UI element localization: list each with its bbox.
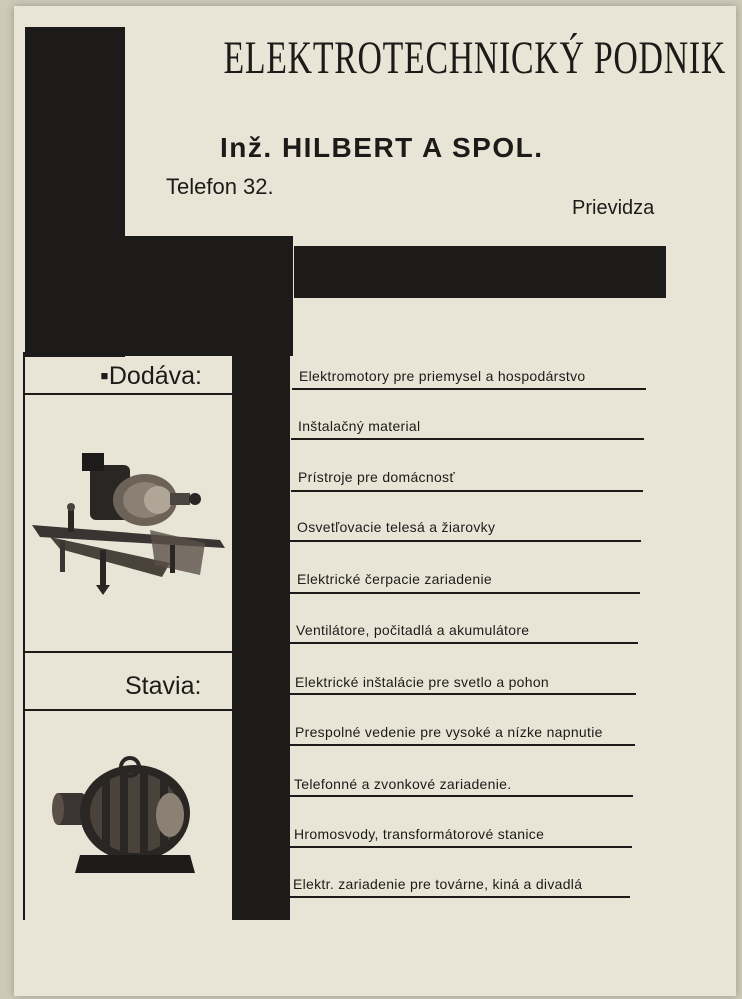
service-underline xyxy=(291,490,643,492)
supplies-label: ▪Dodáva: xyxy=(100,362,202,390)
service-underline xyxy=(287,846,632,848)
motor-illustration xyxy=(50,755,195,880)
company-name: Inž. HILBERT A SPOL. xyxy=(220,132,544,163)
phone-number: Telefon 32. xyxy=(166,174,274,199)
service-underline xyxy=(290,592,640,594)
service-underline xyxy=(289,642,638,644)
service-item: Elektr. zariadenie pre továrne, kiná a divadlá xyxy=(293,876,583,892)
divider-builds-top xyxy=(23,651,233,653)
city-name: Prievidza xyxy=(572,197,655,219)
divider-builds-bottom xyxy=(23,709,233,711)
frame-right-horizontal-bar xyxy=(294,246,666,298)
service-item: Elektromotory pre priemysel a hospodárstvo xyxy=(299,368,586,384)
service-item: Elektrické čerpacie zariadenie xyxy=(297,571,492,587)
service-underline xyxy=(286,896,630,898)
service-item: Telefonné a zvonkové zariadenie. xyxy=(294,776,512,792)
bullet-mark: ▪ xyxy=(100,362,109,390)
service-underline xyxy=(287,795,633,797)
frame-center-vertical-bar xyxy=(232,290,290,920)
service-underline xyxy=(288,693,636,695)
generator-illustration xyxy=(30,445,230,595)
service-item: Osvetľovacie telesá a žiarovky xyxy=(297,519,496,535)
service-underline xyxy=(288,744,635,746)
service-underline xyxy=(290,540,641,542)
divider-supplies-top xyxy=(23,393,233,395)
page-title: ELEKTROTECHNICKÝ PODNIK xyxy=(223,32,727,84)
service-item: Ventilátore, počitadlá a akumulátore xyxy=(296,622,530,638)
builds-label: Stavia: xyxy=(125,672,202,700)
service-item: Prístroje pre domácnosť xyxy=(298,469,455,485)
service-item: Elektrické inštalácie pre svetlo a pohon xyxy=(295,674,550,690)
service-item: Inštalačný material xyxy=(298,418,421,434)
service-underline xyxy=(291,438,644,440)
service-item: Hromosvody, transformátorové stanice xyxy=(294,826,545,842)
service-underline xyxy=(292,388,646,390)
service-item: Prespolné vedenie pre vysoké a nízke napnutie xyxy=(295,724,603,740)
